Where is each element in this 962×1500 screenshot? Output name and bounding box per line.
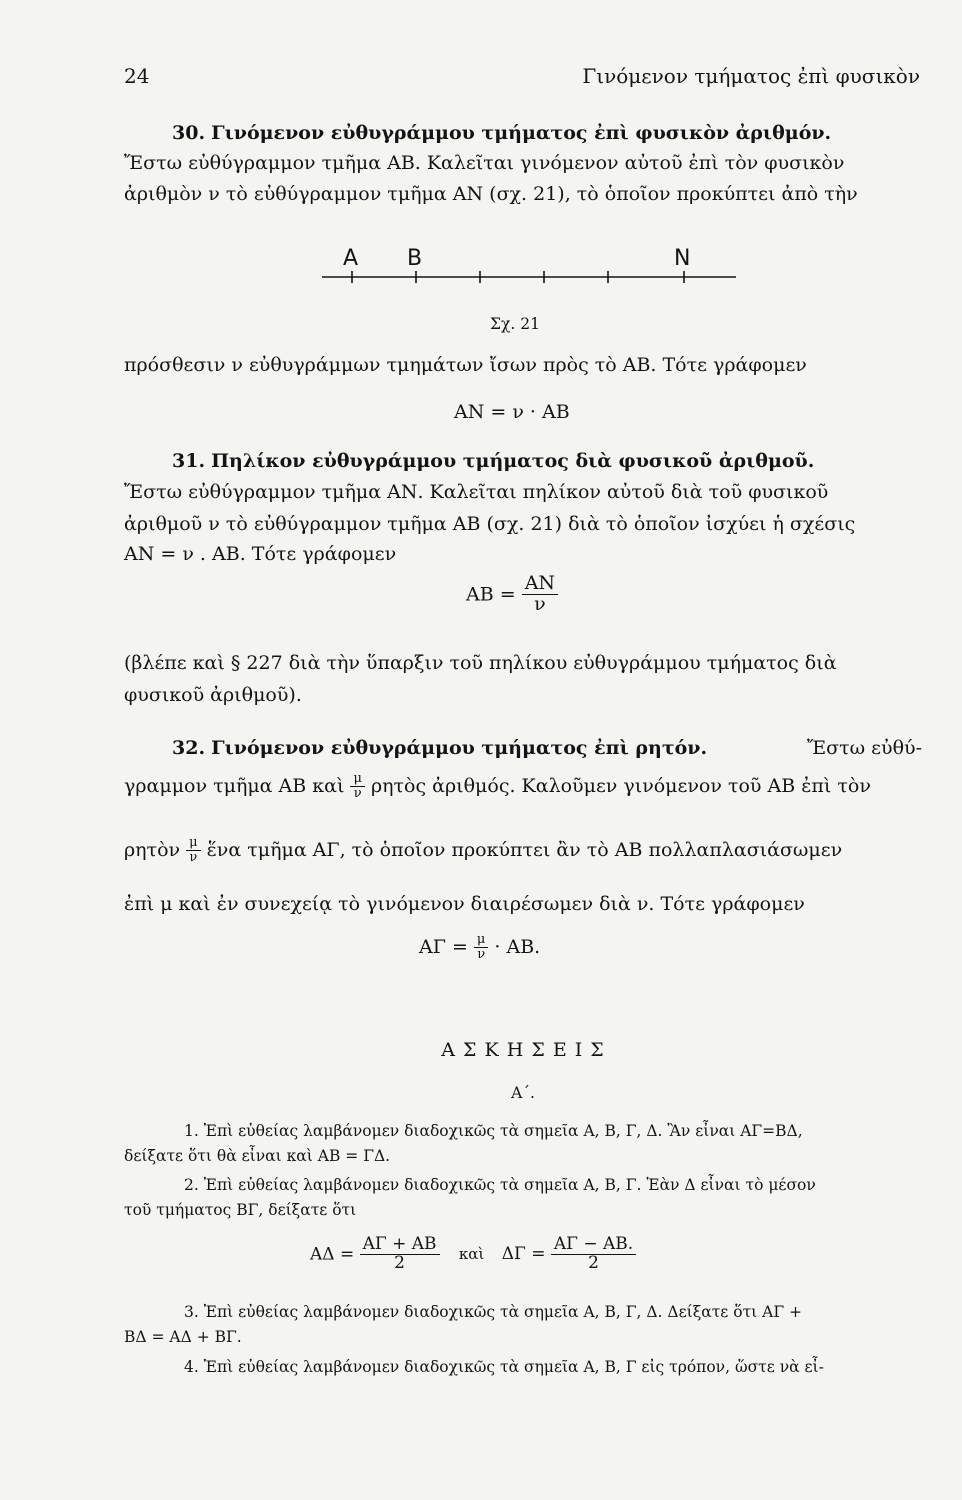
mu-numerator-3: μ: [474, 933, 488, 948]
exercise-1-line-1: 1. Ἐπὶ εὐθείας λαμβάνομεν διαδοχικῶς τὰ σημεῖα Α, Β, Γ, Δ. Ἂν εἶναι ΑΓ=ΒΔ,: [184, 1122, 803, 1140]
section-31-title: Πηλίκον εὐθυγράμμου τμήματος διὰ φυσικοῦ ἀριθμοῦ.: [211, 450, 815, 472]
exercise-2-formula-1-numerator: ΑΓ + ΑΒ: [360, 1236, 440, 1255]
section-31-formula-lhs: ΑΒ =: [466, 583, 516, 606]
section-32-mu-nu-fraction: [350, 772, 364, 800]
section-31-heading: [124, 449, 922, 473]
section-31-line-1: Ἔστω εὐθύγραμμον τμῆμα ΑΝ. Καλεῖται πηλίκον αὐτοῦ διὰ τοῦ φυσικοῦ: [124, 481, 829, 503]
figure-21: [124, 240, 922, 340]
figure-label-b: B: [407, 246, 423, 271]
exercises-heading: Α Σ Κ Η Σ Ε Ι Σ: [441, 1039, 605, 1061]
section-32-line-3-a: ρητὸν: [124, 839, 181, 862]
exercise-2-formula-1-lhs: ΑΔ =: [310, 1244, 355, 1265]
section-32-formula-fraction: [474, 933, 488, 961]
section-32-formula: [419, 933, 540, 961]
section-32-title: Γινόμενον εὐθυγράμμου τμήματος ἐπὶ ρητόν.: [211, 737, 708, 759]
section-30-line-2: ἀριθμὸν ν τὸ εὐθύγραμμον τμῆμα ΑΝ (σχ. 21), τὸ ὁποῖον προκύπτει ἀπὸ τὴν: [124, 183, 858, 205]
exercise-2-formula-1-fraction: [360, 1236, 440, 1273]
nu-denominator-2: ν: [189, 849, 198, 865]
section-32-formula-rhs: · ΑΒ.: [494, 936, 541, 959]
page-number: 24: [124, 64, 150, 88]
section-31-line-4: (βλέπε καὶ § 227 διὰ τὴν ὕπαρξιν τοῦ πηλίκου εὐθυγράμμου τμήματος διὰ: [124, 652, 837, 674]
section-30-formula: ΑΝ = ν · ΑΒ: [454, 401, 570, 423]
section-31-formula: [466, 574, 558, 615]
section-31-number: 31.: [172, 450, 206, 472]
exercise-3-line-1: 3. Ἐπὶ εὐθείας λαμβάνομεν διαδοχικῶς τὰ σημεῖα Α, Β, Γ, Δ. Δείξατε ὅτι ΑΓ +: [184, 1303, 803, 1321]
book-page: [124, 0, 922, 1500]
exercise-4-line-1: 4. Ἐπὶ εὐθείας λαμβάνομεν διαδοχικῶς τὰ σημεῖα Α, Β, Γ εἰς τρόπον, ὥστε νὰ εἶ-: [184, 1358, 824, 1376]
section-31-fraction-denominator: ν: [534, 592, 546, 615]
exercise-2-line-2: τοῦ τμήματος ΒΓ, δείξατε ὅτι: [124, 1201, 357, 1219]
section-30-line-3: πρόσθεσιν ν εὐθυγράμμων τμημάτων ἴσων πρὸς τὸ ΑΒ. Τότε γράφομεν: [124, 354, 807, 376]
exercise-2-formula-2-denominator: 2: [588, 1252, 599, 1273]
section-32-line-2-a: γραμμον τμῆμα ΑΒ καὶ: [124, 775, 345, 798]
section-32-heading: [124, 736, 922, 760]
section-32-line-2-b: ρητὸς ἀριθμός. Καλοῦμεν γινόμενον τοῦ ΑΒ ἐπὶ τὸν: [370, 775, 871, 798]
section-31-fraction-numerator: ΑΝ: [522, 574, 558, 595]
section-32-line-2: [124, 772, 922, 800]
nu-denominator-3: ν: [477, 946, 486, 962]
exercise-2-formula-2-numerator: ΑΓ − ΑΒ.: [551, 1236, 636, 1255]
segment-line-diagram: [124, 240, 922, 290]
exercise-2-formula-2-fraction: [551, 1236, 636, 1273]
exercise-2-formulas: [310, 1236, 636, 1273]
section-30-heading: [124, 121, 922, 145]
figure-label-n: N: [674, 246, 691, 271]
exercise-1-line-2: δείξατε ὅτι θὰ εἶναι καὶ ΑΒ = ΓΔ.: [124, 1147, 391, 1165]
section-32-rational-fraction: [186, 836, 200, 864]
mu-numerator: μ: [350, 772, 364, 787]
section-32-line-4: ἐπὶ μ καὶ ἐν συνεχείᾳ τὸ γινόμενον διαιρέσωμεν διὰ ν. Τότε γράφομεν: [124, 893, 805, 915]
exercise-2-formula-1-denominator: 2: [394, 1252, 405, 1273]
running-title: Γινόμενον τμήματος ἐπὶ φυσικὸν: [582, 64, 920, 88]
exercise-2-and: καὶ: [458, 1245, 485, 1264]
nu-denominator: ν: [353, 785, 362, 801]
section-31-line-5: φυσικοῦ ἀριθμοῦ).: [124, 684, 302, 706]
exercise-2-line-1: 2. Ἐπὶ εὐθείας λαμβάνομεν διαδοχικῶς τὰ σημεῖα Α, Β, Γ. Ἐὰν Δ εἶναι τὸ μέσον: [184, 1176, 816, 1194]
section-31-line-3: ΑΝ = ν . ΑΒ. Τότε γράφομεν: [124, 543, 397, 565]
exercise-3-line-2: ΒΔ = ΑΔ + ΒΓ.: [124, 1328, 242, 1346]
figure-caption: Σχ. 21: [490, 315, 540, 333]
exercise-2-formula-2-lhs: ΔΓ =: [501, 1244, 546, 1265]
section-30-line-1: Ἔστω εὐθύγραμμον τμῆμα ΑΒ. Καλεῖται γινόμενον αὐτοῦ ἐπὶ τὸν φυσικὸν: [124, 152, 845, 174]
section-32-number: 32.: [172, 737, 206, 759]
section-31-fraction: [522, 574, 558, 615]
mu-numerator-2: μ: [186, 836, 200, 851]
figure-label-a: A: [343, 246, 359, 271]
section-30-number: 30.: [172, 122, 206, 144]
section-30-title: Γινόμενον εὐθυγράμμου τμήματος ἐπὶ φυσικὸν ἀριθμόν.: [211, 122, 832, 144]
section-32-line-3: [124, 836, 922, 864]
section-31-line-2: ἀριθμοῦ ν τὸ εὐθύγραμμον τμῆμα ΑΒ (σχ. 21) διὰ τὸ ὁποῖον ἰσχύει ἡ σχέσις: [124, 513, 856, 535]
section-32-line-3-b: ἕνα τμῆμα ΑΓ, τὸ ὁποῖον προκύπτει ἂν τὸ ΑΒ πολλαπλασιάσωμεν: [206, 839, 843, 862]
section-32-formula-lhs: ΑΓ =: [419, 936, 468, 959]
exercises-group-label: Α΄.: [511, 1084, 535, 1102]
section-32-line-1-tail: Ἔστω εὐθύ-: [807, 737, 922, 759]
